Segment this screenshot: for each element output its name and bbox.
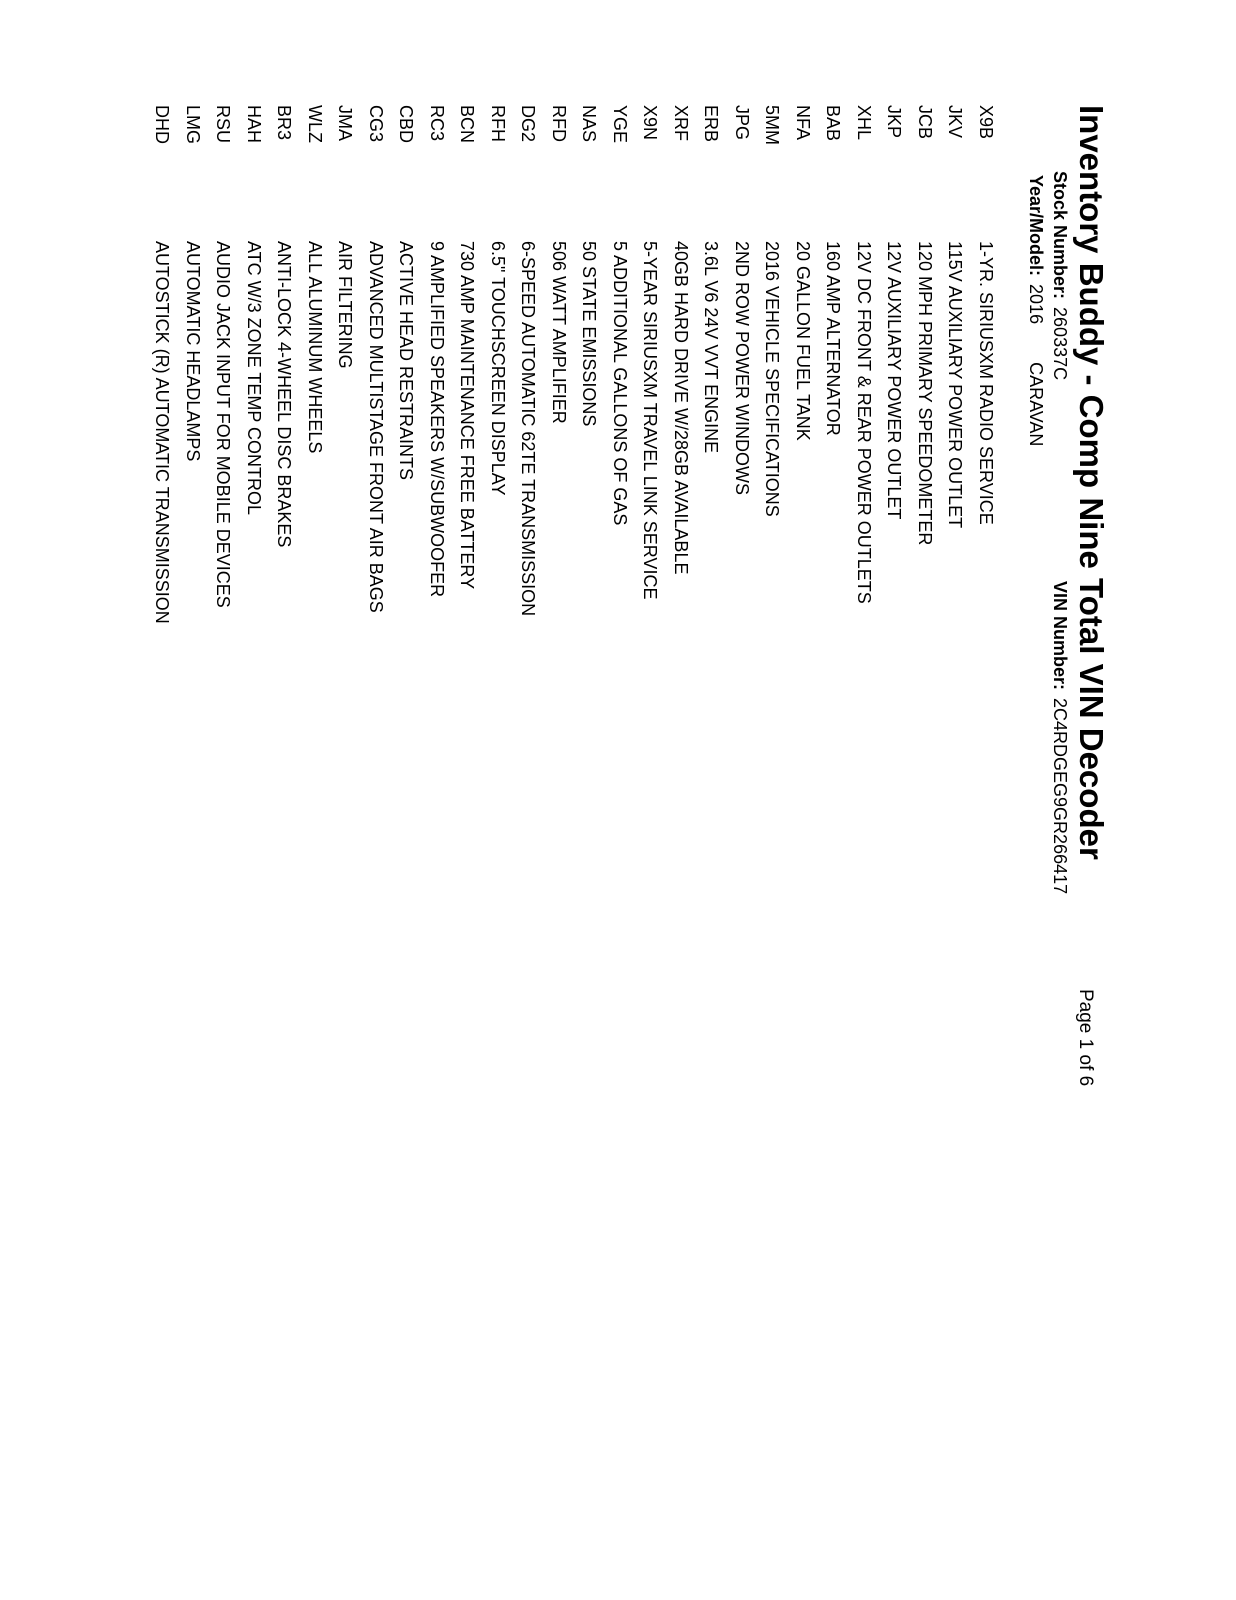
page-title: Inventory Buddy - Comp Nine Total VIN Decoder (1073, 105, 1110, 860)
option-row (844, 105, 875, 624)
option-row (447, 105, 478, 624)
option-description: ACTIVE HEAD RESTRAINTS (396, 241, 417, 481)
option-row (386, 105, 417, 624)
option-code: CBD (396, 105, 417, 144)
option-row (356, 105, 387, 624)
option-description: 5-YEAR SIRIUSXM TRAVEL LINK SERVICE (640, 241, 661, 600)
option-code: JKP (884, 105, 905, 139)
option-description: ANTI-LOCK 4-WHEEL DISC BRAKES (274, 241, 295, 548)
option-code: RFD (549, 105, 569, 142)
stock-number-label: Stock Number: (1050, 171, 1070, 300)
option-code: RC3 (427, 105, 447, 142)
option-code: CG3 (366, 105, 386, 143)
option-description: 50 STATE EMISSIONS (579, 241, 600, 427)
option-code: HAH (244, 105, 264, 144)
option-description: 115V AUXILIARY POWER OUTLET (945, 241, 966, 529)
option-code: X9B (976, 105, 996, 140)
option-description: 20 GALLON FUEL TANK (793, 241, 813, 441)
option-code: BCN (457, 105, 478, 144)
option-row (142, 105, 173, 624)
option-description: AUDIO JACK INPUT FOR MOBILE DEVICES (213, 241, 234, 608)
option-row (905, 105, 936, 624)
option-description: 9 AMPLIFIED SPEAKERS W/SUBWOOFER (427, 241, 447, 598)
option-description: 506 WATT AMPLIFIER (549, 241, 569, 424)
model-value: CARAVAN (1026, 362, 1046, 447)
option-row (813, 105, 844, 624)
option-description: 12V AUXILIARY POWER OUTLET (884, 241, 905, 520)
option-code: LMG (183, 105, 203, 145)
stock-number-line (1049, 171, 1070, 380)
option-description: 6.5" TOUCHSCREEN DISPLAY (488, 241, 508, 496)
option-code: XRF (671, 105, 691, 141)
option-description: 3.6L V6 24V VVT ENGINE (701, 241, 722, 454)
option-description: 6-SPEED AUTOMATIC 62TE TRANSMISSION (518, 241, 539, 617)
option-row (325, 105, 356, 624)
option-code: RFH (488, 105, 508, 142)
option-code: ERB (701, 105, 722, 143)
option-description: ATC W/3 ZONE TEMP CONTROL (244, 241, 264, 516)
option-row (722, 105, 753, 624)
option-row (173, 105, 204, 624)
option-row (417, 105, 448, 624)
option-row (630, 105, 661, 624)
option-code: NFA (793, 105, 813, 141)
option-row (600, 105, 631, 624)
option-row (661, 105, 692, 624)
option-row (691, 105, 722, 624)
option-code: BAB (823, 105, 844, 142)
option-description: 160 AMP ALTERNATOR (823, 241, 844, 436)
option-code: BR3 (274, 105, 295, 141)
year-model-line (1025, 175, 1046, 446)
stock-number-value: 260337C (1050, 307, 1070, 381)
option-code: XHL (854, 105, 874, 141)
option-code: JKV (945, 105, 966, 139)
year-model-label: Year/Model: (1026, 175, 1046, 277)
option-code-list (142, 105, 996, 624)
option-row (783, 105, 814, 624)
option-code: YGE (610, 105, 630, 144)
option-code: JMA (335, 105, 356, 141)
option-code: WLZ (305, 105, 325, 143)
vin-number-line (1049, 581, 1070, 894)
option-row (874, 105, 905, 624)
vin-number-label: VIN Number: (1050, 581, 1070, 691)
option-description: AUTOSTICK (R) AUTOMATIC TRANSMISSION (152, 241, 173, 624)
option-description: 2ND ROW POWER WINDOWS (732, 241, 752, 495)
option-description: ALL ALUMINUM WHEELS (305, 241, 325, 454)
option-description: 40GB HARD DRIVE W/28GB AVAILABLE (671, 241, 691, 575)
option-row (966, 105, 997, 624)
option-description: 1-YR. SIRIUSXM RADIO SERVICE (976, 241, 996, 525)
vin-number-value: 2C4RDGEG9GR266417 (1050, 698, 1070, 895)
option-description: AUTOMATIC HEADLAMPS (183, 241, 203, 462)
option-code: RSU (213, 105, 234, 144)
option-description: 2016 VEHICLE SPECIFICATIONS (762, 241, 783, 517)
option-description: 730 AMP MAINTENANCE FREE BATTERY (457, 241, 478, 590)
option-row (752, 105, 783, 624)
option-description: 120 MPH PRIMARY SPEEDOMETER (915, 241, 935, 546)
option-row (935, 105, 966, 624)
option-code: JCB (915, 105, 935, 140)
option-row (264, 105, 295, 624)
option-code: JPG (732, 105, 752, 141)
page-number: Page 1 of 6 (1075, 989, 1096, 1087)
option-row (569, 105, 600, 624)
option-description: AIR FILTERING (335, 241, 356, 369)
option-code: DG2 (518, 105, 539, 143)
option-row (478, 105, 509, 624)
option-row (539, 105, 570, 624)
option-row (508, 105, 539, 624)
option-code: 5MM (762, 105, 783, 145)
option-description: 12V DC FRONT & REAR POWER OUTLETS (854, 241, 874, 604)
option-code: NAS (579, 105, 600, 143)
option-row (234, 105, 265, 624)
option-code: DHD (152, 105, 173, 144)
option-row (295, 105, 326, 624)
option-row (203, 105, 234, 624)
option-description: ADVANCED MULTISTAGE FRONT AIR BAGS (366, 241, 386, 613)
year-value: 2016 (1026, 284, 1046, 325)
rotated-document-page (120, 105, 1110, 1205)
option-code: X9N (640, 105, 661, 141)
option-description: 5 ADDITIONAL GALLONS OF GAS (610, 241, 630, 526)
